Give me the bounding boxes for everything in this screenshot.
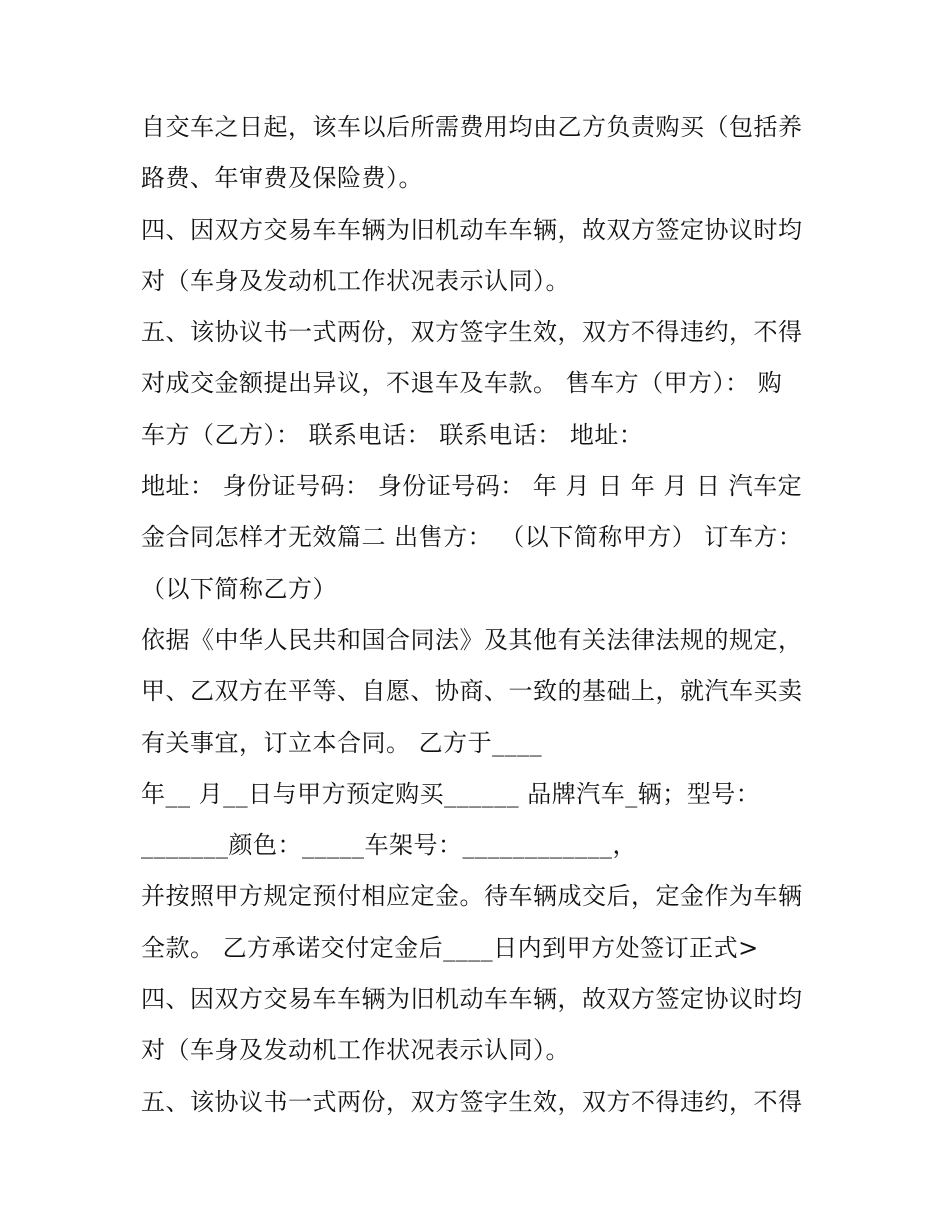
text-line: 有关事宜，订立本合同。 乙方于____ — [141, 728, 543, 757]
text-line: 甲、乙双方在平等、自愿、协商、一致的基础上，就汽车买卖 — [141, 677, 803, 706]
text-line: 并按照甲方规定预付相应定金。待车辆成交后，定金作为车辆 — [141, 882, 803, 911]
text-line: _______颜色：_____车架号：____________， — [141, 831, 637, 860]
text-line: 五、该协议书一式两份，双方签字生效，双方不得违约，不得 — [141, 1087, 803, 1116]
text-line: 地址： 身份证号码： 身份证号码： 年 月 日 年 月 日 汽车定 — [141, 472, 803, 501]
text-line: 自交车之日起，该车以后所需费用均由乙方负责购买（包括养 — [141, 113, 803, 141]
text-line: 四、因双方交易车车辆为旧机动车车辆，故双方签定协议时均 — [141, 215, 803, 244]
text-line: 全款。 乙方承诺交付定金后____日内到甲方处签订正式> — [141, 933, 759, 962]
text-line: 对（车身及发动机工作状况表示认同）。 — [141, 266, 570, 295]
text-line: 五、该协议书一式两份，双方签字生效，双方不得违约，不得 — [141, 318, 803, 347]
text-line: 对（车身及发动机工作状况表示认同）。 — [141, 1036, 570, 1065]
text-line: （以下简称乙方） — [141, 574, 337, 603]
document-body — [141, 102, 821, 1128]
text-line: 依据《中华人民共和国合同法》及其他有关法律法规的规定， — [141, 625, 803, 654]
text-line: 对成交金额提出异议，不退车及车款。 售车方（甲方）： 购 — [141, 369, 783, 398]
text-line: 四、因双方交易车车辆为旧机动车车辆，故双方签定协议时均 — [141, 985, 803, 1014]
text-line: 车方（乙方）： 联系电话： 联系电话： 地址： — [141, 420, 644, 449]
text-line: 路费、年审费及保险费）。 — [141, 164, 423, 193]
text-line: 年__ 月__日与甲方预定购买______ 品牌汽车_辆；型号： — [141, 779, 761, 808]
text-line: 金合同怎样才无效篇二 出售方： （以下简称甲方） 订车方： — [141, 523, 803, 552]
